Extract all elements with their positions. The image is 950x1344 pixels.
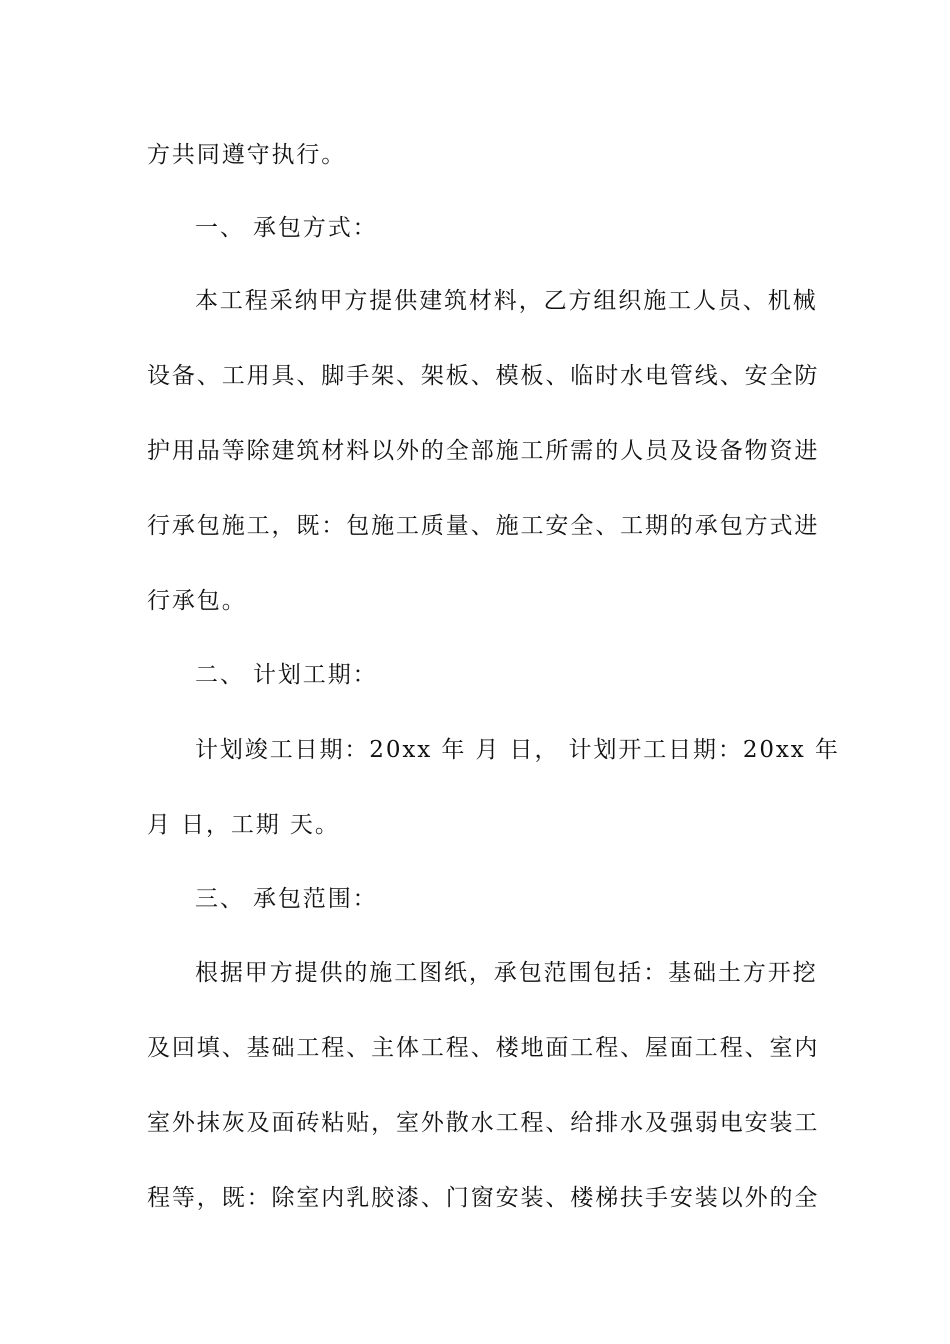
section-number: 三、	[195, 886, 245, 912]
body-line: 行承包施工，既：包施工质量、施工安全、工期的承包方式进	[147, 513, 820, 539]
body-line: 护用品等除建筑材料以外的全部施工所需的人员及设备物资进	[147, 438, 820, 464]
body-line: 设备、工用具、脚手架、架板、模板、临时水电管线、安全防	[147, 363, 820, 389]
body-line: 行承包。	[147, 588, 247, 614]
body-line: 室外抹灰及面砖粘贴，室外散水工程、给排水及强弱电安装工	[147, 1110, 820, 1136]
section-title: 计划工期：	[253, 662, 378, 688]
section-heading-1	[195, 213, 855, 243]
section-number: 一、	[195, 215, 245, 241]
body-line: 根据甲方提供的施工图纸，承包范围包括：基础土方开挖	[195, 960, 818, 986]
body-line: 程等，既：除室内乳胶漆、门窗安装、楼梯扶手安装以外的全	[147, 1185, 820, 1211]
body-line: 本工程采纳甲方提供建筑材料，乙方组织施工人员、机械	[195, 288, 818, 314]
section-title: 承包范围：	[253, 886, 378, 912]
body-line: 月 日，工期 天。	[147, 812, 340, 838]
section-number: 二、	[195, 662, 245, 688]
body-line: 方共同遵守执行。	[147, 142, 347, 168]
section-heading-3	[195, 884, 855, 914]
section-title: 承包方式：	[253, 215, 378, 241]
section-heading-2	[195, 660, 855, 690]
body-line: 及回填、基础工程、主体工程、楼地面工程、屋面工程、室内	[147, 1035, 820, 1061]
body-line: 计划竣工日期：20xx 年 月 日， 计划开工日期：20xx 年	[195, 737, 840, 763]
